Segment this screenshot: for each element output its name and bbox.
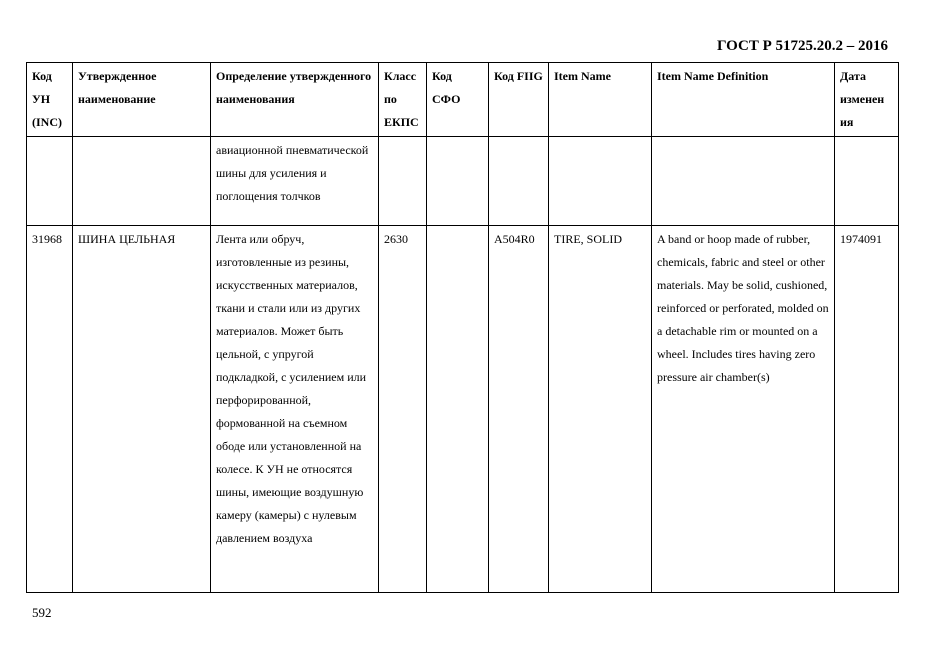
column-header-approved-name: Утвержденное наименование [73, 63, 211, 137]
approved-name-cell: ШИНА ЦЕЛЬНАЯ [73, 226, 211, 593]
sfo-code-cell [427, 226, 489, 593]
change-date-cell: 1974091 [835, 226, 899, 593]
table-cell [379, 137, 427, 226]
definition-continuation-cell: авиационной пневматической шины для усиления и поглощения толчков [211, 137, 379, 226]
column-header-ekps-class: Класс по ЕКПС [379, 63, 427, 137]
table-row [27, 226, 899, 593]
column-header-change-date: Дата изменен ия [835, 63, 899, 137]
column-header-inc: Код УН (INC) [27, 63, 73, 137]
table-cell [549, 137, 652, 226]
table-cell [835, 137, 899, 226]
column-header-sfo-code: Код СФО [427, 63, 489, 137]
table-cell [427, 137, 489, 226]
document-title: ГОСТ Р 51725.20.2 – 2016 [716, 38, 888, 54]
ekps-class-cell: 2630 [379, 226, 427, 593]
item-name-cell: TIRE, SOLID [549, 226, 652, 593]
table-header-row [27, 63, 899, 137]
column-header-definition: Определение утвержденного наименования [211, 63, 379, 137]
fiig-code-cell: A504R0 [489, 226, 549, 593]
table-row [27, 137, 899, 226]
item-names-table [26, 62, 899, 593]
column-header-fiig-code: Код FIIG [489, 63, 549, 137]
definition-cell: Лента или обруч, изготовленные из резины, искусственных материалов, ткани и стали или из других материалов. Может быть цельной, с упругой подкладкой, с усилением или перфорированной, формованной на съемном ободе или установленной на колесе. К УН не относятся шины, имеющие воздушную камеру (камеры) с нулевым давлением воздуха [211, 226, 379, 593]
item-name-definition-cell: A band or hoop made of rubber, chemicals, fabric and steel or other materials. May be solid, cushioned, reinforced or perforated, molded on a detachable rim or mounted on a wheel. Includes tires having zero pressure air chamber(s) [652, 226, 835, 593]
page-number: 592 [32, 605, 52, 620]
table-cell [489, 137, 549, 226]
table-cell [27, 137, 73, 226]
inc-cell: 31968 [27, 226, 73, 593]
column-header-item-name: Item Name [549, 63, 652, 137]
table-cell [652, 137, 835, 226]
table-cell [73, 137, 211, 226]
column-header-item-name-definition: Item Name Definition [652, 63, 835, 137]
